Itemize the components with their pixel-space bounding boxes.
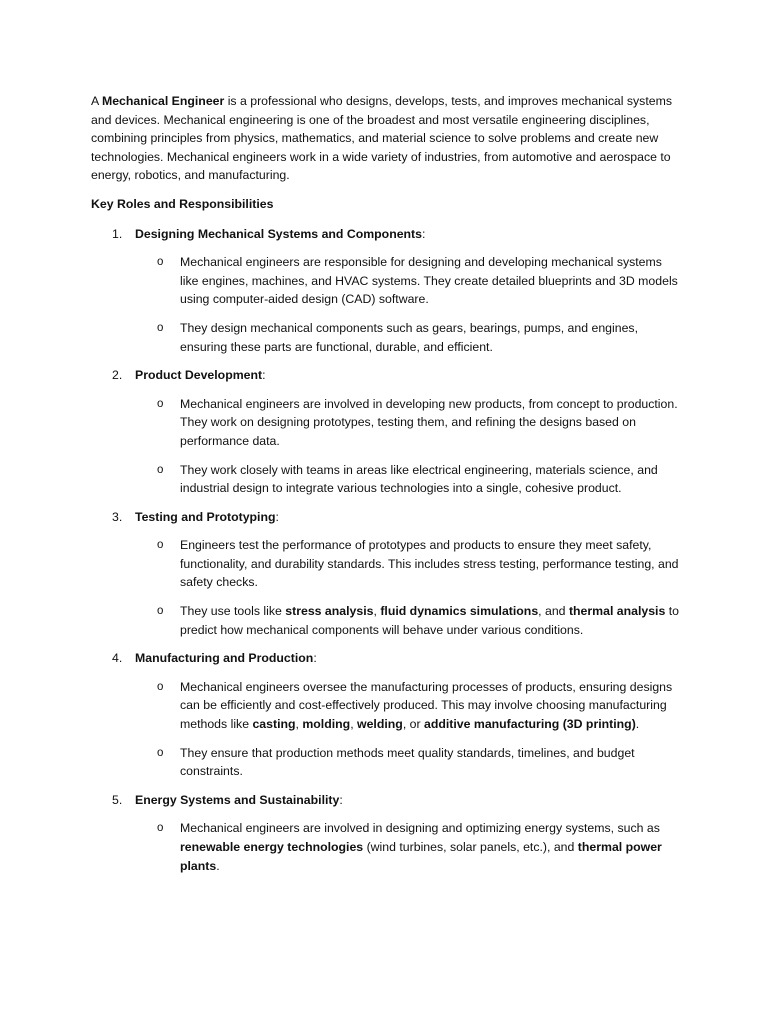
bullet-text: ,	[350, 717, 358, 732]
section-title-row	[91, 791, 681, 810]
document-page	[91, 92, 681, 885]
section-heading: Key Roles and Responsibilities	[91, 197, 274, 212]
bold-term: fluid dynamics simulations	[380, 604, 539, 619]
bold-term: thermal power plants	[180, 840, 662, 873]
section-title: Manufacturing and Production	[135, 651, 314, 666]
bullet-marker: o	[157, 822, 164, 835]
list-item	[91, 819, 681, 875]
section-title: Product Development	[135, 368, 263, 383]
section-title: Energy Systems and Sustainability	[135, 792, 340, 807]
bullet-text: They design mechanical components such as gears, bearings, pumps, and engines, ensuring these parts are functional, durable, and efficient.	[180, 320, 638, 354]
bullet-marker: o	[157, 539, 164, 552]
bullet-list	[91, 395, 681, 498]
list-item	[91, 602, 681, 639]
section-number: 2.	[112, 368, 123, 383]
intro-term: Mechanical Engineer	[101, 94, 225, 108]
section-title-row	[91, 366, 681, 385]
section-title-suffix: :	[339, 792, 343, 807]
section-number: 3.	[112, 509, 123, 524]
bullet-marker: o	[157, 463, 164, 476]
bullet-text: .	[635, 717, 640, 732]
section-testing	[91, 508, 681, 640]
bold-term: renewable energy technologies	[180, 840, 364, 854]
section-energy	[91, 791, 681, 875]
section-title: Testing and Prototyping	[135, 509, 276, 524]
section-manufacturing	[91, 649, 681, 781]
bullet-marker: o	[157, 321, 164, 334]
bullet-list	[91, 253, 681, 356]
intro-paragraph	[91, 92, 681, 185]
bullet-text: (wind turbines, solar panels, etc.), and	[363, 840, 578, 854]
bold-term: stress analysis	[285, 604, 374, 619]
bullet-text: Mechanical engineers oversee the manufacturing processes of products, ensuring designs can be efficiently and cost-effectively produced. This may involve choosing manufacturing methods like	[180, 679, 673, 732]
bullet-text: They work closely with teams in areas like electrical engineering, materials science, and industrial design to integrate various technologies into a single, cohesive product.	[180, 462, 658, 496]
bullet-text: .	[216, 858, 220, 873]
intro-prefix: A	[91, 94, 102, 108]
bullet-marker: o	[157, 397, 164, 410]
bullet-text: ,	[373, 604, 381, 619]
intro-text: is a professional who designs, develops, tests, and improves mechanical systems and devices. Mechanical engineering is one of the broadest and most versatile engineering disciplines, combining principles from physics, mathematics, and material science to solve problems and create new technologies. Mechanical engineers work in a wide variety of industries, from automotive and aerospace to energy, robotics, and manufacturing.	[91, 94, 672, 183]
bullet-text: They use tools like	[180, 604, 286, 619]
list-item	[91, 536, 681, 592]
list-item	[91, 461, 681, 498]
bullet-marker: o	[157, 680, 164, 693]
section-title-row	[91, 225, 681, 244]
bullet-marker: o	[157, 256, 164, 269]
bullet-list	[91, 678, 681, 781]
list-item	[91, 253, 681, 309]
list-item	[91, 319, 681, 356]
bullet-text: Mechanical engineers are responsible for designing and developing mechanical systems like engines, machines, and HVAC systems. They create detailed blueprints and 3D models using computer-aided design (CAD) software.	[180, 255, 678, 307]
section-number: 4.	[112, 651, 123, 666]
section-number: 1.	[112, 226, 123, 241]
list-item	[91, 678, 681, 734]
bullet-text: , and	[538, 604, 569, 619]
bullet-list	[91, 819, 681, 875]
bold-term: thermal analysis	[568, 604, 666, 619]
bullet-text: Mechanical engineers are involved in developing new products, from concept to production. They work on designing prototypes, testing them, and refining the designs based on performance data.	[180, 396, 678, 448]
bold-term: casting	[252, 717, 296, 732]
bullet-marker: o	[157, 605, 164, 618]
bullet-text: , or	[402, 717, 424, 732]
section-title: Designing Mechanical Systems and Components	[135, 226, 422, 241]
bullet-text: Engineers test the performance of prototypes and products to ensure they meet safety, functionality, and durability standards. This includes stress testing, performance testing, and safety checks.	[180, 538, 679, 590]
list-item	[91, 395, 681, 451]
bold-term: molding	[302, 717, 351, 732]
section-title-row	[91, 508, 681, 527]
section-title-suffix: :	[262, 368, 266, 383]
bullet-marker: o	[157, 746, 164, 759]
section-number: 5.	[112, 792, 123, 807]
section-title-suffix: :	[422, 226, 426, 241]
list-item	[91, 744, 681, 781]
section-title-suffix: :	[275, 509, 279, 524]
bold-term: welding	[357, 717, 403, 732]
section-title-suffix: :	[313, 651, 317, 666]
bullet-text: They ensure that production methods meet quality standards, timelines, and budget constraints.	[180, 745, 635, 779]
bullet-text: ,	[295, 717, 303, 732]
bold-term: additive manufacturing (3D printing)	[424, 717, 636, 732]
section-product-development	[91, 366, 681, 498]
section-title-row	[91, 649, 681, 668]
section-designing	[91, 225, 681, 357]
bullet-list	[91, 536, 681, 639]
bullet-text: to predict how mechanical components will behave under various conditions.	[180, 604, 680, 637]
bullet-text: Mechanical engineers are involved in designing and optimizing energy systems, such as	[180, 821, 660, 836]
